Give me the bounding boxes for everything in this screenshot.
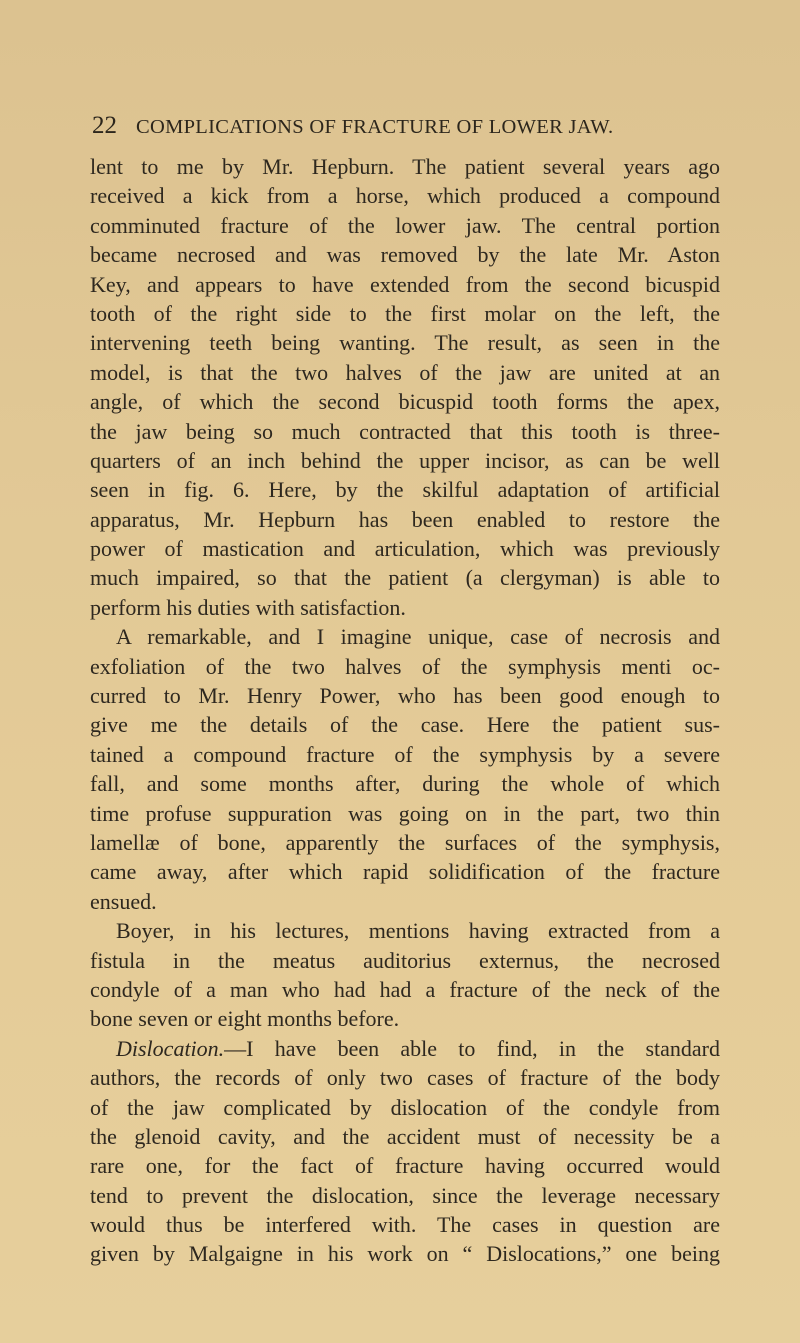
text-line: the glenoid cavity, and the accident must of necessity be a <box>90 1123 720 1149</box>
text-line: of the jaw complicated by dislocation of the condyle from <box>90 1094 720 1120</box>
page-number: 22 <box>92 112 117 139</box>
text-line: much impaired, so that the patient (a clergyman) is able to <box>90 565 720 591</box>
text-line: rare one, for the fact of fracture having occurred would <box>90 1153 720 1179</box>
text-line: angle, of which the second bicuspid tooth forms the apex, <box>90 389 720 415</box>
text-line: intervening teeth being wanting. The result, as seen in the <box>90 330 720 356</box>
text-line: seen in fig. 6. Here, by the skilful adaptation of artificial <box>90 477 720 503</box>
paragraph-2 <box>90 622 720 916</box>
text-line: lamellæ of bone, apparently the surfaces of the symphysis, <box>90 829 720 855</box>
text-line: exfoliation of the two halves of the symphysis menti oc- <box>90 653 720 679</box>
text-line: lent to me by Mr. Hepburn. The patient several years ago <box>90 154 720 179</box>
text-line: quarters of an inch behind the upper incisor, as can be well <box>90 447 720 473</box>
body-text <box>90 152 720 1269</box>
text-line: apparatus, Mr. Hepburn has been enabled to restore the <box>90 506 720 532</box>
text-line: bone seven or eight months before. <box>90 1006 400 1032</box>
text-line: would thus be interfered with. The cases in question are <box>90 1212 720 1238</box>
paragraph-4 <box>90 1034 720 1269</box>
text-line: comminuted fracture of the lower jaw. The central portion <box>90 212 720 238</box>
paragraph-1 <box>90 152 720 622</box>
text-line: the jaw being so much contracted that this tooth is three- <box>90 418 720 444</box>
text-line: tend to prevent the dislocation, since the leverage necessary <box>90 1182 720 1208</box>
text-line: tooth of the right side to the first molar on the left, the <box>90 300 720 326</box>
text-line: fall, and some months after, during the whole of which <box>90 771 720 797</box>
text-line: Key, and appears to have extended from the second bicuspid <box>90 271 720 297</box>
text-line: power of mastication and articulation, which was previously <box>90 536 720 562</box>
section-heading-dislocation: Dislocation. <box>116 1035 225 1061</box>
text-line: Boyer, in his lectures, mentions having extracted from a <box>116 918 720 944</box>
text-line: ensued. <box>90 888 157 914</box>
text-line <box>90 1034 720 1063</box>
text-line: give me the details of the case. Here the patient sus- <box>90 712 720 738</box>
running-head-title: COMPLICATIONS OF FRACTURE OF LOWER JAW. <box>136 116 614 138</box>
text-line: authors, the records of only two cases of fracture of the body <box>90 1065 720 1091</box>
text-line: time profuse suppuration was going on in the part, two thin <box>90 800 720 826</box>
text-line: perform his duties with satisfaction. <box>90 594 406 620</box>
running-head <box>92 112 712 140</box>
text-line: condyle of a man who had had a fracture of the neck of the <box>90 976 720 1002</box>
text-line: curred to Mr. Henry Power, who has been good enough to <box>90 683 720 709</box>
text-line: became necrosed and was removed by the late Mr. Aston <box>90 242 720 268</box>
text-line-continuation: —I have been able to find, in the standard <box>224 1035 720 1061</box>
text-line: tained a compound fracture of the symphysis by a severe <box>90 741 720 767</box>
text-line: model, is that the two halves of the jaw are united at an <box>90 359 720 385</box>
text-line: fistula in the meatus auditorius externus, the necrosed <box>90 947 720 973</box>
text-line: given by Malgaigne in his work on “ Dislocations,” one being <box>90 1241 720 1267</box>
text-line: A remarkable, and I imagine unique, case of necrosis and <box>116 624 720 650</box>
text-line: received a kick from a horse, which produced a compound <box>90 183 720 209</box>
paragraph-3 <box>90 916 720 1034</box>
text-line: came away, after which rapid solidification of the fracture <box>90 859 720 885</box>
